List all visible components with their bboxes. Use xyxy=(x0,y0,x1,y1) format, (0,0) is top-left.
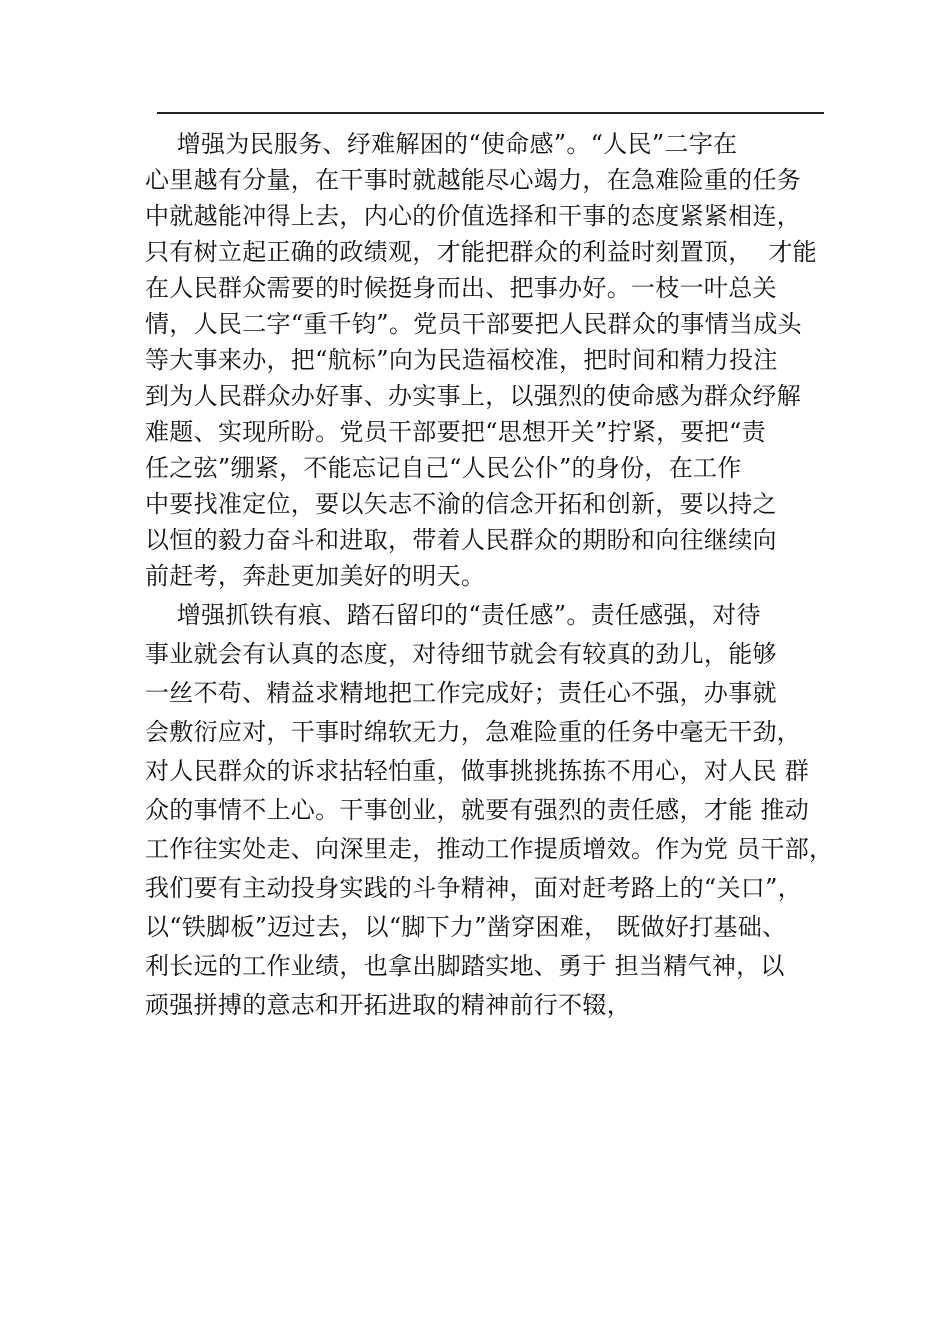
text-line: 以“铁脚板”迈过去，以“脚下力”凿穿困难， 既做好打基础、 xyxy=(145,913,787,941)
text-line: 中就越能冲得上去，内心的价值选择和干事的态度紧紧相连， xyxy=(145,202,802,230)
text-line: 等大事来办，把“航标”向为民造福校准，把时间和精力投注 xyxy=(145,346,778,374)
text-line: 会敷衍应对，干事时绵软无力，急难险重的任务中毫无干劲， xyxy=(145,718,802,746)
text-line: 事业就会有认真的态度，对待细节就会有较真的劲儿，能够 xyxy=(145,640,777,668)
text-line: 对人民群众的诉求拈轻怕重，做事挑挑拣拣不用心，对人民 群 xyxy=(145,757,810,785)
text-line: 一丝不苟、精益求精地把工作完成好；责任心不强，办事就 xyxy=(145,679,777,707)
document-body xyxy=(145,126,845,1025)
text-line: 增强为民服务、纾难解困的“使命感”。“人民”二字在 xyxy=(145,130,738,158)
paragraph-mission xyxy=(145,126,845,594)
text-line: 心里越有分量，在干事时就越能尽心竭力，在急难险重的任务 xyxy=(145,166,802,194)
text-line: 顽强拼搏的意志和开拓进取的精神前行不辍， xyxy=(145,991,631,1019)
text-line: 难题、实现所盼。党员干部要把“思想开关”拧紧，要把“责 xyxy=(145,418,766,446)
text-line: 只有树立起正确的政绩观，才能把群众的利益时刻置顶， 才能 xyxy=(145,238,817,266)
text-line: 情，人民二字“重千钧”。党员干部要把人民群众的事情当成头 xyxy=(145,310,802,338)
text-line: 众的事情不上心。干事创业，就要有强烈的责任感，才能 推动 xyxy=(145,796,810,824)
text-line: 工作往实处走、向深里走，推动工作提质增效。作为党 员干部， xyxy=(145,835,834,863)
paragraph-responsibility xyxy=(145,596,845,1025)
text-line: 在人民群众需要的时候挺身而出、把事办好。一枝一叶总关 xyxy=(145,274,777,302)
text-line: 我们要有主动投身实践的斗争精神，面对赶考路上的“关口”， xyxy=(145,874,802,902)
text-line: 到为人民群众办好事、办实事上，以强烈的使命感为群众纾解 xyxy=(145,382,802,410)
text-line: 以恒的毅力奋斗和进取，带着人民群众的期盼和向往继续向 xyxy=(145,526,777,554)
text-line: 前赶考，奔赴更加美好的明天。 xyxy=(145,562,486,590)
text-line: 中要找准定位，要以矢志不渝的信念开拓和创新，要以持之 xyxy=(145,490,777,518)
text-line: 增强抓铁有痕、踏石留印的“责任感”。责任感强，对待 xyxy=(145,601,761,629)
text-line: 任之弦”绷紧，不能忘记自己“人民公仆”的身份，在工作 xyxy=(145,454,742,482)
header-rule xyxy=(157,112,824,114)
text-line: 利长远的工作业绩，也拿出脚踏实地、勇于 担当精气神，以 xyxy=(145,952,785,980)
